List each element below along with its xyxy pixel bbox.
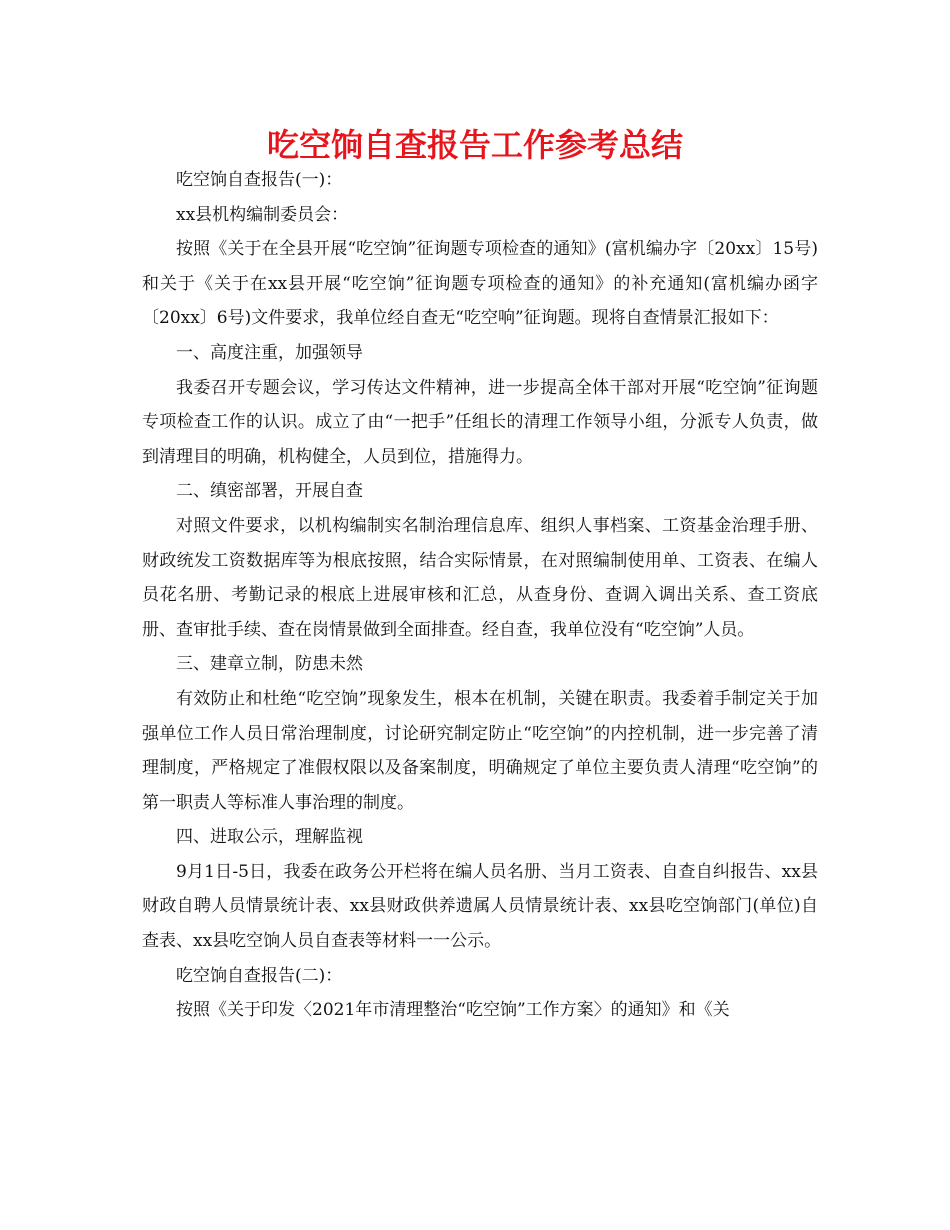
paragraph-section-4: 9月1日-5日，我委在政务公开栏将在编人员名册、当月工资表、自查自纠报告、xx县财政自聘人员情景统计表、xx县财政供养遗属人员情景统计表、xx县吃空饷部门(单位)自查表、xx县吃空饷人员自查表等材料一一公示。 [142, 861, 818, 952]
paragraph-report-heading-1: 吃空饷自查报告(一)： [176, 170, 343, 190]
paragraph-section-3: 有效防止和杜绝“吃空饷”现象发生，根本在机制，关键在职责。我委着手制定关于加强单位工作人员日常治理制度，讨论研究制定防止“吃空饷”的内控机制，进一步完善了清理制度，严格规定了准假权限以及备案制度，明确规定了单位主要负责人清理“吃空饷”的第一职责人等标准人事治理的制度。 [142, 688, 818, 813]
section-heading-1: 一、高度注重，加强领导 [176, 342, 363, 363]
section-heading-3: 三、建章立制，防患未然 [176, 654, 363, 675]
paragraph-recipient: xx县机构编制委员会： [176, 204, 349, 225]
document-title: 吃空饷自查报告工作参考总结 [266, 126, 683, 164]
paragraph-section-1: 我委召开专题会议，学习传达文件精神，进一步提高全体干部对开展“吃空饷”征询题专项检查工作的认识。成立了由“一把手”任组长的清理工作领导小组，分派专人负责，做到清理目的明确，机构健全，人员到位，措施得力。 [142, 377, 818, 467]
paragraph-section-2: 对照文件要求，以机构编制实名制治理信息库、组织人事档案、工资基金治理手册、财政统发工资数据库等为根底按照，结合实际情景，在对照编制使用单、工资表、在编人员花名册、考勤记录的根底上进展审核和汇总，从查身份、查调入调出关系、查工资底册、查审批手续、查在岗情景做到全面排查。经自查，我单位没有“吃空饷”人员。 [142, 515, 818, 640]
paragraph-intro: 按照《关于在全县开展“吃空饷”征询题专项检查的通知》(富机编办字〔20xx〕15号)和关于《关于在xx县开展“吃空饷”征询题专项检查的通知》的补充通知(富机编办函字〔20xx〕6号)文件要求，我单位经自查无“吃空响”征询题。现将自查情景汇报如下： [142, 239, 818, 329]
paragraph-report-heading-2: 吃空饷自查报告(二)： [176, 965, 343, 986]
document-body [142, 163, 818, 1028]
section-heading-2: 二、缜密部署，开展自查 [176, 481, 363, 502]
section-heading-4: 四、进取公示，理解监视 [176, 827, 363, 848]
paragraph-report-2-intro: 按照《关于印发〈2021年市清理整治“吃空饷”工作方案〉的通知》和《关 [176, 1000, 730, 1021]
